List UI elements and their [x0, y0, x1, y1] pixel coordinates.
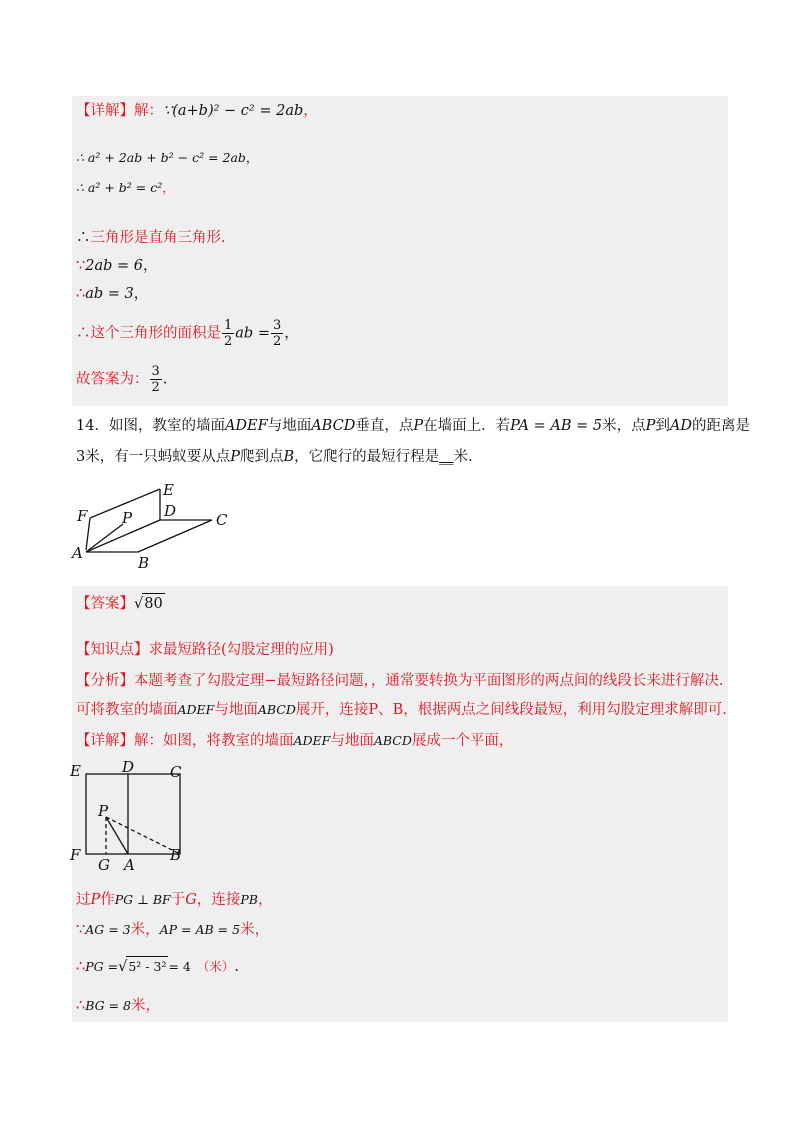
analysis-text: 本题考查了勾股定理−最短路径问题，，通常要转换为平面图形的两点间的线段长来进行解决.	[134, 673, 724, 689]
fraction	[271, 318, 283, 349]
unit-text: 米，	[130, 922, 160, 938]
detail-tag: 【详解】	[76, 733, 134, 749]
knowledge-text: 求最短路径(勾股定理的应用)	[148, 642, 334, 658]
unit-text: （米）	[196, 959, 235, 974]
detail-text: 展成一个平面，	[411, 733, 514, 749]
step-text: 作	[100, 892, 115, 908]
math-expr: = 4	[168, 959, 191, 974]
math-var: P	[230, 449, 240, 465]
because-symbol: ∵	[76, 258, 86, 274]
fraction-num: 3	[272, 318, 282, 333]
label-B: B	[138, 554, 150, 572]
fraction-den: 2	[151, 380, 160, 395]
punct: ，	[162, 180, 175, 195]
step-line-4	[76, 996, 160, 1016]
solution-text: ∴这个三角形的面积是	[76, 325, 221, 342]
math-var: ABCD	[373, 733, 412, 748]
math-expr: ab = 3	[85, 286, 134, 302]
math-var: ADEF	[224, 418, 268, 434]
question-text: 米，点	[602, 418, 646, 434]
question-text: 3米，有一只蚂蚁要从点	[76, 449, 231, 465]
figure-wall-floor-3d	[60, 480, 260, 580]
radicand: 5² - 3²	[126, 956, 168, 977]
question-text: 14．如图，教室的墙面	[76, 418, 225, 434]
question-line-1	[76, 416, 750, 436]
solution-text: 三角形是直角三角形.	[90, 230, 226, 246]
solution-line-7	[76, 318, 299, 349]
math-expr: PG ⊥ BF	[114, 892, 171, 907]
solution-line-2	[76, 148, 258, 168]
solution-line-4	[76, 228, 226, 248]
step-text: 过	[76, 892, 91, 908]
unit-text: 米，	[131, 998, 161, 1014]
analysis-text: 可将教室的墙面	[76, 702, 178, 718]
analysis-text: P、B，根据两点之间线段最短，利用勾股定理求解即可.	[368, 702, 727, 718]
answer-blank: __	[439, 449, 454, 465]
therefore-symbol: ∴	[76, 230, 91, 246]
detail-text: 解：如图，将教室的墙面	[134, 733, 294, 749]
sqrt-symbol: √	[134, 596, 144, 612]
label-P: P	[98, 802, 109, 820]
question-text: 到	[655, 418, 670, 434]
label-C: C	[170, 763, 182, 781]
question-text: 与地面	[267, 418, 312, 434]
question-text: 米.	[453, 449, 473, 465]
step-line-2	[76, 920, 269, 940]
math-var: ADEF	[177, 702, 215, 717]
label-C: C	[216, 511, 228, 529]
therefore-symbol: ∴	[76, 286, 86, 302]
figure-unfolded-plane	[64, 760, 194, 875]
label-B: B	[170, 846, 182, 864]
step-text: ，连接	[196, 892, 241, 908]
solution-line-6	[76, 284, 148, 304]
fraction-num: 3	[151, 364, 160, 379]
segment-PA	[106, 817, 128, 854]
analysis-tag: 【分析】	[76, 673, 134, 689]
label-A: A	[124, 856, 135, 874]
question-text: ，它爬行的最短行程是	[294, 449, 440, 465]
math-expr: 2ab = 6	[85, 258, 143, 274]
punct: ，	[303, 103, 318, 119]
label-F: F	[77, 507, 88, 525]
math-expr: AG = 3	[85, 922, 131, 937]
math-var: PB	[240, 892, 258, 907]
knowledge-point-line	[76, 640, 334, 660]
answer-value: 80	[142, 593, 164, 614]
punct: ，	[257, 892, 273, 908]
math-var: G	[185, 892, 197, 908]
math-var: P	[645, 418, 656, 434]
therefore-symbol: ∴	[76, 959, 86, 975]
answer-label: 故答案为：	[76, 371, 149, 388]
math-expr: ab =	[235, 325, 270, 342]
question-text: 在墙面上．若	[423, 418, 511, 434]
sqrt-symbol: √	[118, 959, 128, 975]
math-var: ABCD	[257, 702, 296, 717]
answer-line	[76, 593, 165, 614]
label-P: P	[122, 509, 133, 527]
label-D: D	[122, 760, 135, 776]
solution-line-1	[76, 101, 318, 121]
detail-text: 与地面	[330, 733, 374, 749]
math-expr: AP = AB = 5	[159, 922, 241, 937]
math-var: P	[90, 892, 101, 908]
solution-line-8	[76, 364, 167, 395]
math-expr: BG = 8	[85, 998, 132, 1013]
analysis-text: 展开，连接	[295, 702, 369, 718]
detail-tag: 【详解】解：	[76, 103, 163, 119]
therefore-symbol: ∴	[76, 998, 86, 1014]
question-text: 垂直，点	[355, 418, 414, 434]
fraction-den: 2	[272, 334, 282, 349]
unit-text: 米，	[240, 922, 270, 938]
solution-line-5	[76, 256, 157, 276]
question-text: 爬到点	[240, 449, 284, 465]
question-line-2	[76, 447, 473, 467]
answer-tag: 【答案】	[76, 596, 134, 612]
label-E: E	[70, 762, 81, 780]
punct: .	[234, 959, 239, 975]
math-expr: PA = AB = 5	[510, 418, 603, 434]
math-expr: ∵(a+b)² − c² = 2ab	[163, 103, 304, 119]
question-text: 的距离是	[691, 418, 750, 434]
fraction	[222, 318, 234, 349]
fraction-den: 2	[224, 334, 233, 349]
math-expr: PG =	[85, 959, 119, 974]
analysis-line-1	[76, 671, 724, 691]
punct: ，	[133, 286, 149, 302]
punct: ，	[142, 258, 158, 274]
math-var: AD	[669, 418, 692, 434]
knowledge-tag: 【知识点】	[76, 642, 149, 658]
label-E: E	[163, 481, 174, 499]
label-A: A	[72, 544, 83, 562]
step-line-3	[76, 956, 239, 977]
analysis-text: 与地面	[214, 702, 258, 718]
punct: .	[162, 371, 168, 388]
math-expr: ∴ a² + 2ab + b² − c² = 2ab	[76, 150, 246, 165]
solution-line-3	[76, 178, 175, 198]
label-F: F	[70, 846, 81, 864]
math-var: ADEF	[293, 733, 331, 748]
step-line-1	[76, 890, 272, 910]
fraction	[150, 364, 162, 395]
math-var: P	[413, 418, 424, 434]
analysis-line-2	[76, 700, 727, 720]
step-text: 于	[170, 892, 186, 908]
label-G: G	[98, 856, 110, 874]
punct: ，	[284, 325, 299, 342]
math-expr: ∴ a² + b² = c²	[76, 180, 163, 195]
solution-box-top	[72, 96, 728, 406]
math-var: B	[283, 449, 295, 465]
label-D: D	[164, 502, 177, 520]
detail-line	[76, 731, 513, 751]
math-var: ABCD	[311, 418, 356, 434]
fraction-num: 1	[224, 318, 233, 333]
because-symbol: ∵	[76, 922, 86, 938]
punct: ，	[245, 150, 259, 165]
